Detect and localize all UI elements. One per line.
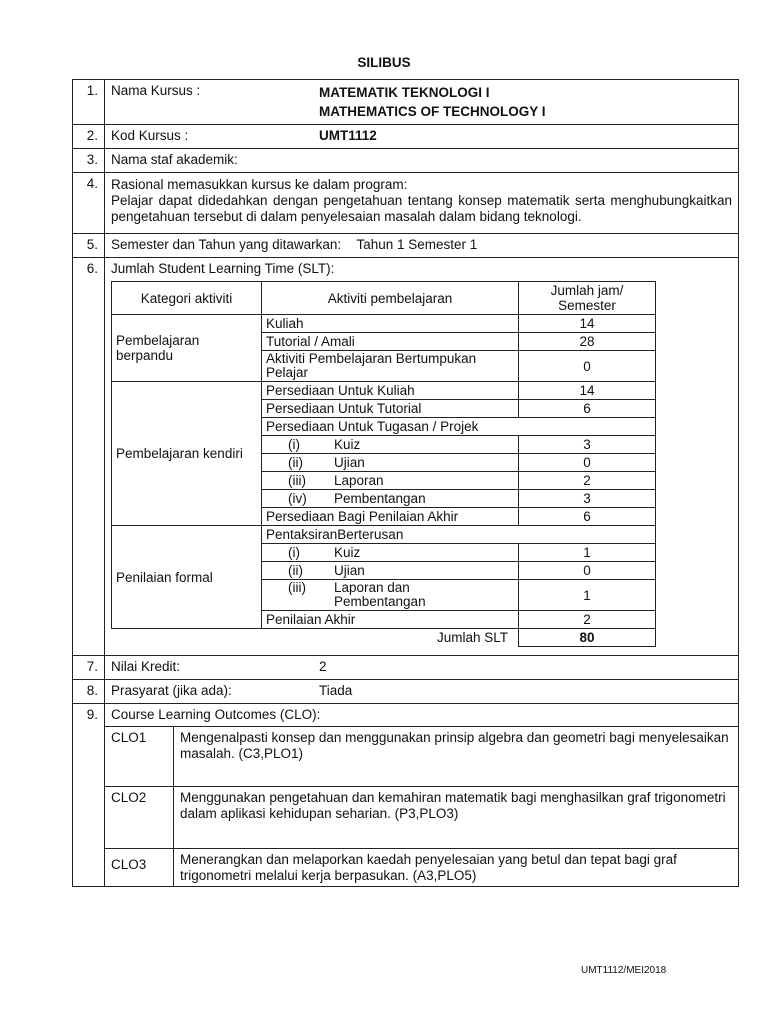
hours-cell: 0 [519,351,656,382]
clo-table [105,726,738,887]
activity-cell: Tutorial / Amali [262,333,519,351]
total-label: Jumlah SLT [112,629,519,647]
course-code-label: Kod Kursus : [111,128,189,143]
row-number: 5. [73,234,105,258]
hours-cell: 2 [519,611,656,629]
hours-cell: 14 [519,315,656,333]
hours-cell: 1 [519,544,656,562]
rationale-label: Rasional memasukkan kursus ke dalam program: [111,177,408,192]
row-prerequisite [73,680,739,704]
roman-numeral: (iii) [288,580,306,595]
activity-cell: Persediaan Untuk Tugasan / Projek [262,418,656,436]
syllabus-table [72,79,739,887]
row-number: 4. [73,173,105,234]
activity-cell: Penilaian Akhir [262,611,519,629]
clo-label: Course Learning Outcomes (CLO): [111,707,321,722]
row-number: 7. [73,656,105,680]
semester-label: Semester dan Tahun yang ditawarkan: [111,237,342,252]
roman-numeral: (ii) [288,563,303,578]
activity-cell: Aktiviti Pembelajaran Bertumpukan Pelajar [262,351,519,382]
footer-code: UMT1112/MEI2018 [581,965,667,976]
header-activity: Aktiviti pembelajaran [262,282,519,315]
row-number: 2. [73,125,105,149]
row-number: 1. [73,80,105,125]
clo-id: CLO1 [105,727,174,787]
table-row [105,849,738,887]
slt-total-row [112,629,656,647]
prerequisite-value: Tiada [319,683,353,698]
activity-cell: Persediaan Bagi Penilaian Akhir [262,508,519,526]
table-row [112,526,656,544]
activity-cell: Kuliah [262,315,519,333]
row-number: 3. [73,149,105,173]
course-code-value: UMT1112 [319,128,377,143]
course-name-malay: MATEMATIK TEKNOLOGI I [319,85,490,100]
slt-table [111,281,656,647]
table-row [105,727,738,787]
activity-cell: Persediaan Untuk Kuliah [262,382,519,400]
activity-text: Ujian [334,563,365,578]
semester-value: Tahun 1 Semester 1 [356,237,478,252]
clo-id: CLO2 [105,787,174,849]
row-academic-staff [73,149,739,173]
hours-cell: 3 [519,436,656,454]
credit-value: 2 [319,659,327,674]
academic-staff-label: Nama staf akademik: [105,149,739,173]
roman-numeral: (ii) [288,455,303,470]
clo-text: Menggunakan pengetahuan dan kemahiran matematik bagi menghasilkan graf trigonometri dalam aplikasi kehidupan seharian. (P3,PLO3) [174,787,739,849]
category-formal-assessment: Penilaian formal [112,526,262,629]
row-course-name [73,80,739,125]
hours-cell: 28 [519,333,656,351]
hours-cell: 0 [519,454,656,472]
row-number: 9. [73,704,105,887]
category-guided-learning: Pembelajaran berpandu [112,315,262,382]
row-semester [73,234,739,258]
roman-numeral: (i) [288,545,300,560]
row-clo [73,704,739,887]
slt-label: Jumlah Student Learning Time (SLT): [111,261,335,276]
activity-text: Kuiz [334,437,361,452]
hours-cell: 6 [519,400,656,418]
slt-header-row [112,282,656,315]
total-hours: 80 [519,629,656,647]
prerequisite-label: Prasyarat (jika ada): [111,683,232,698]
hours-cell: 6 [519,508,656,526]
category-self-learning: Pembelajaran kendiri [112,382,262,526]
activity-text: Pembentangan [334,491,426,506]
header-category: Kategori aktiviti [112,282,262,315]
activity-text: Kuiz [334,545,361,560]
course-name-label: Nama Kursus : [111,83,201,98]
hours-cell: 14 [519,382,656,400]
credit-label: Nilai Kredit: [111,659,181,674]
row-number: 6. [73,258,105,656]
hours-cell: 0 [519,562,656,580]
activity-cell: Persediaan Untuk Tutorial [262,400,519,418]
activity-text: Laporan dan Pembentangan [334,580,426,609]
row-credit [73,656,739,680]
clo-id: CLO3 [105,849,174,887]
row-slt [73,258,739,656]
clo-text: Mengenalpasti konsep dan menggunakan prinsip algebra dan geometri bagi menyelesaikan masalah. (C3,PLO1) [174,727,739,787]
row-course-code [73,125,739,149]
table-row [112,382,656,400]
roman-numeral: (iii) [288,473,306,488]
document-title: SILIBUS [357,55,411,70]
hours-cell: 1 [519,580,656,611]
roman-numeral: (iv) [288,491,307,506]
roman-numeral: (i) [288,437,300,452]
course-name-english: MATHEMATICS OF TECHNOLOGY I [319,104,546,119]
hours-cell: 2 [519,472,656,490]
rationale-text: Pelajar dapat didedahkan dengan pengetahuan tentang konsep matematik serta menghubungkaitkan pengetahuan tersebut di dalam penyelesaian masalah dalam bidang teknologi. [111,193,732,224]
activity-text: Ujian [334,455,365,470]
table-row [112,315,656,333]
row-rationale [73,173,739,234]
header-hours: Jumlah jam/ Semester [519,282,656,315]
row-number: 8. [73,680,105,704]
hours-cell: 3 [519,490,656,508]
activity-cell: PentaksiranBerterusan [262,526,656,544]
clo-text: Menerangkan dan melaporkan kaedah penyelesaian yang betul dan tepat bagi graf trigonometri melalui kerja berpasukan. (A3,PLO5) [174,849,739,887]
activity-text: Laporan [334,473,384,488]
table-row [105,787,738,849]
